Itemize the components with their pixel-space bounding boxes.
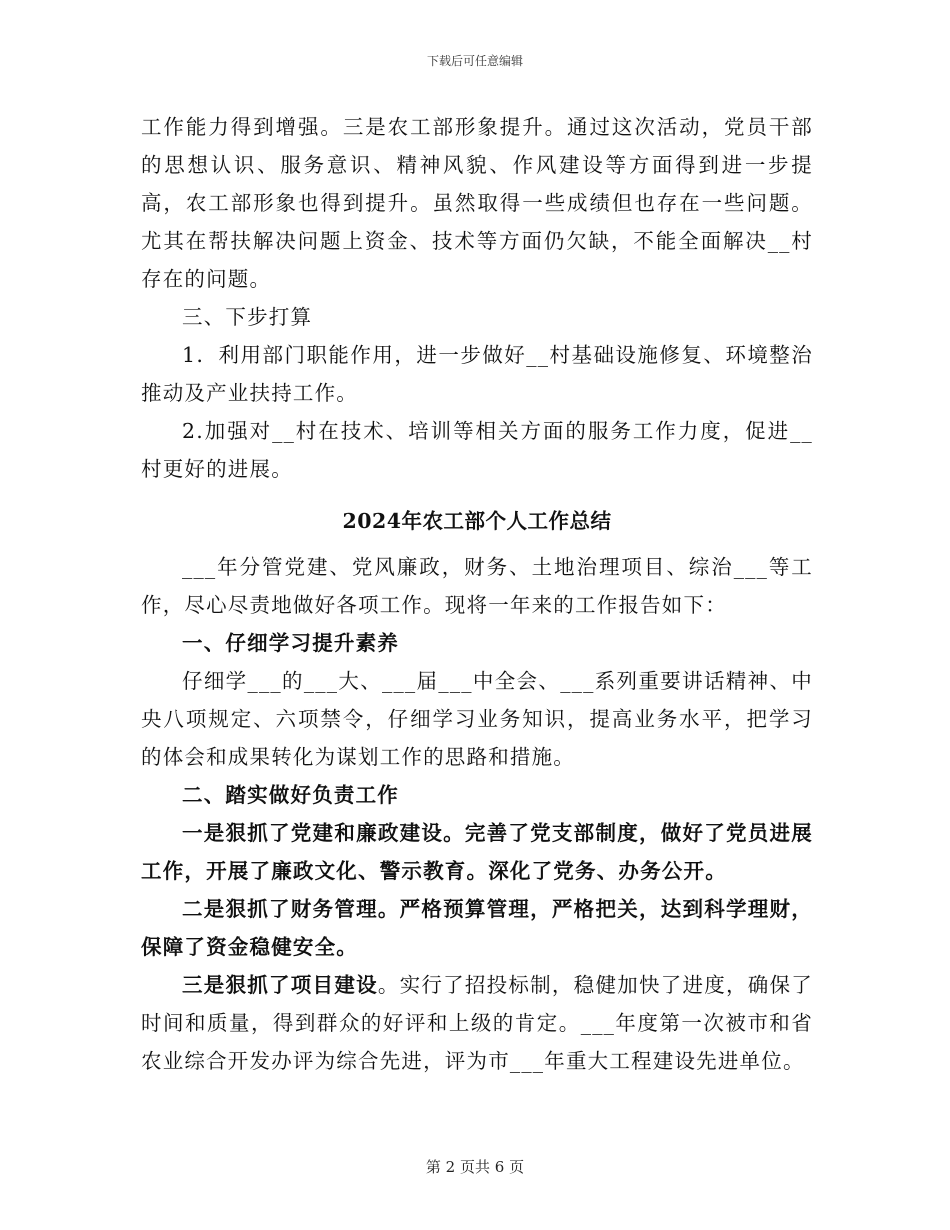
- next-step-item-1: 1．利用部门职能作用，进一步做好__村基础设施修复、环境整治推动及产业扶持工作。: [141, 343, 813, 405]
- duty-projects-lead: 三是狠抓了项目建设: [182, 973, 378, 997]
- duty-projects-body: 。实行了招投标制，稳健加快了进度，确保了时间和质量，得到群众的好评和上级的肯定。___年度第一次被市和省农业综合开发办评为综合先进，评为市___年重大工程建设先进单位。: [141, 973, 813, 1073]
- next-step-item-2: 2.加强对__村在技术、培训等相关方面的服务工作力度，促进__村更好的进展。: [141, 419, 813, 481]
- document-body: [141, 108, 813, 1080]
- section-heading-next-steps: 三、下步打算: [182, 305, 313, 329]
- duty-projects: [141, 966, 813, 1080]
- duty-party-building: 一是狠抓了党建和廉政建设。完善了党支部制度，做好了党员进展工作，开展了廉政文化、警示教育。深化了党务、办务公开。: [141, 821, 813, 883]
- document-title: 2024年农工部个人工作总结: [342, 509, 612, 533]
- duty-finance: 二是狠抓了财务管理。严格预算管理，严格把关，达到科学理财，保障了资金稳健安全。: [141, 897, 813, 959]
- intro-paragraph: ___年分管党建、党风廉政，财务、土地治理项目、综治___等工作，尽心尽责地做好各项工作。现将一年来的工作报告如下：: [141, 555, 813, 617]
- study-paragraph: 仔细学___的___大、___届___中全会、___系列重要讲话精神、中央八项规定、六项禁令，仔细学习业务知识，提高业务水平，把学习的体会和成果转化为谋划工作的思路和措施。: [141, 669, 813, 769]
- section-heading-study: 一、仔细学习提升素养: [182, 631, 399, 655]
- page-header: 下载后可任意编辑: [426, 54, 523, 68]
- page-footer: 第 2 页共 6 页: [425, 1158, 525, 1176]
- paragraph-continuation: 工作能力得到增强。三是农工部形象提升。通过这次活动，党员干部的思想认识、服务意识、精神风貌、作风建设等方面得到进一步提高，农工部形象也得到提升。虽然取得一些成绩但也存在一些问题。尤其在帮扶解决问题上资金、技术等方面仍欠缺，不能全面解决__村存在的问题。: [141, 115, 813, 291]
- section-heading-duties: 二、踏实做好负责工作: [182, 783, 399, 807]
